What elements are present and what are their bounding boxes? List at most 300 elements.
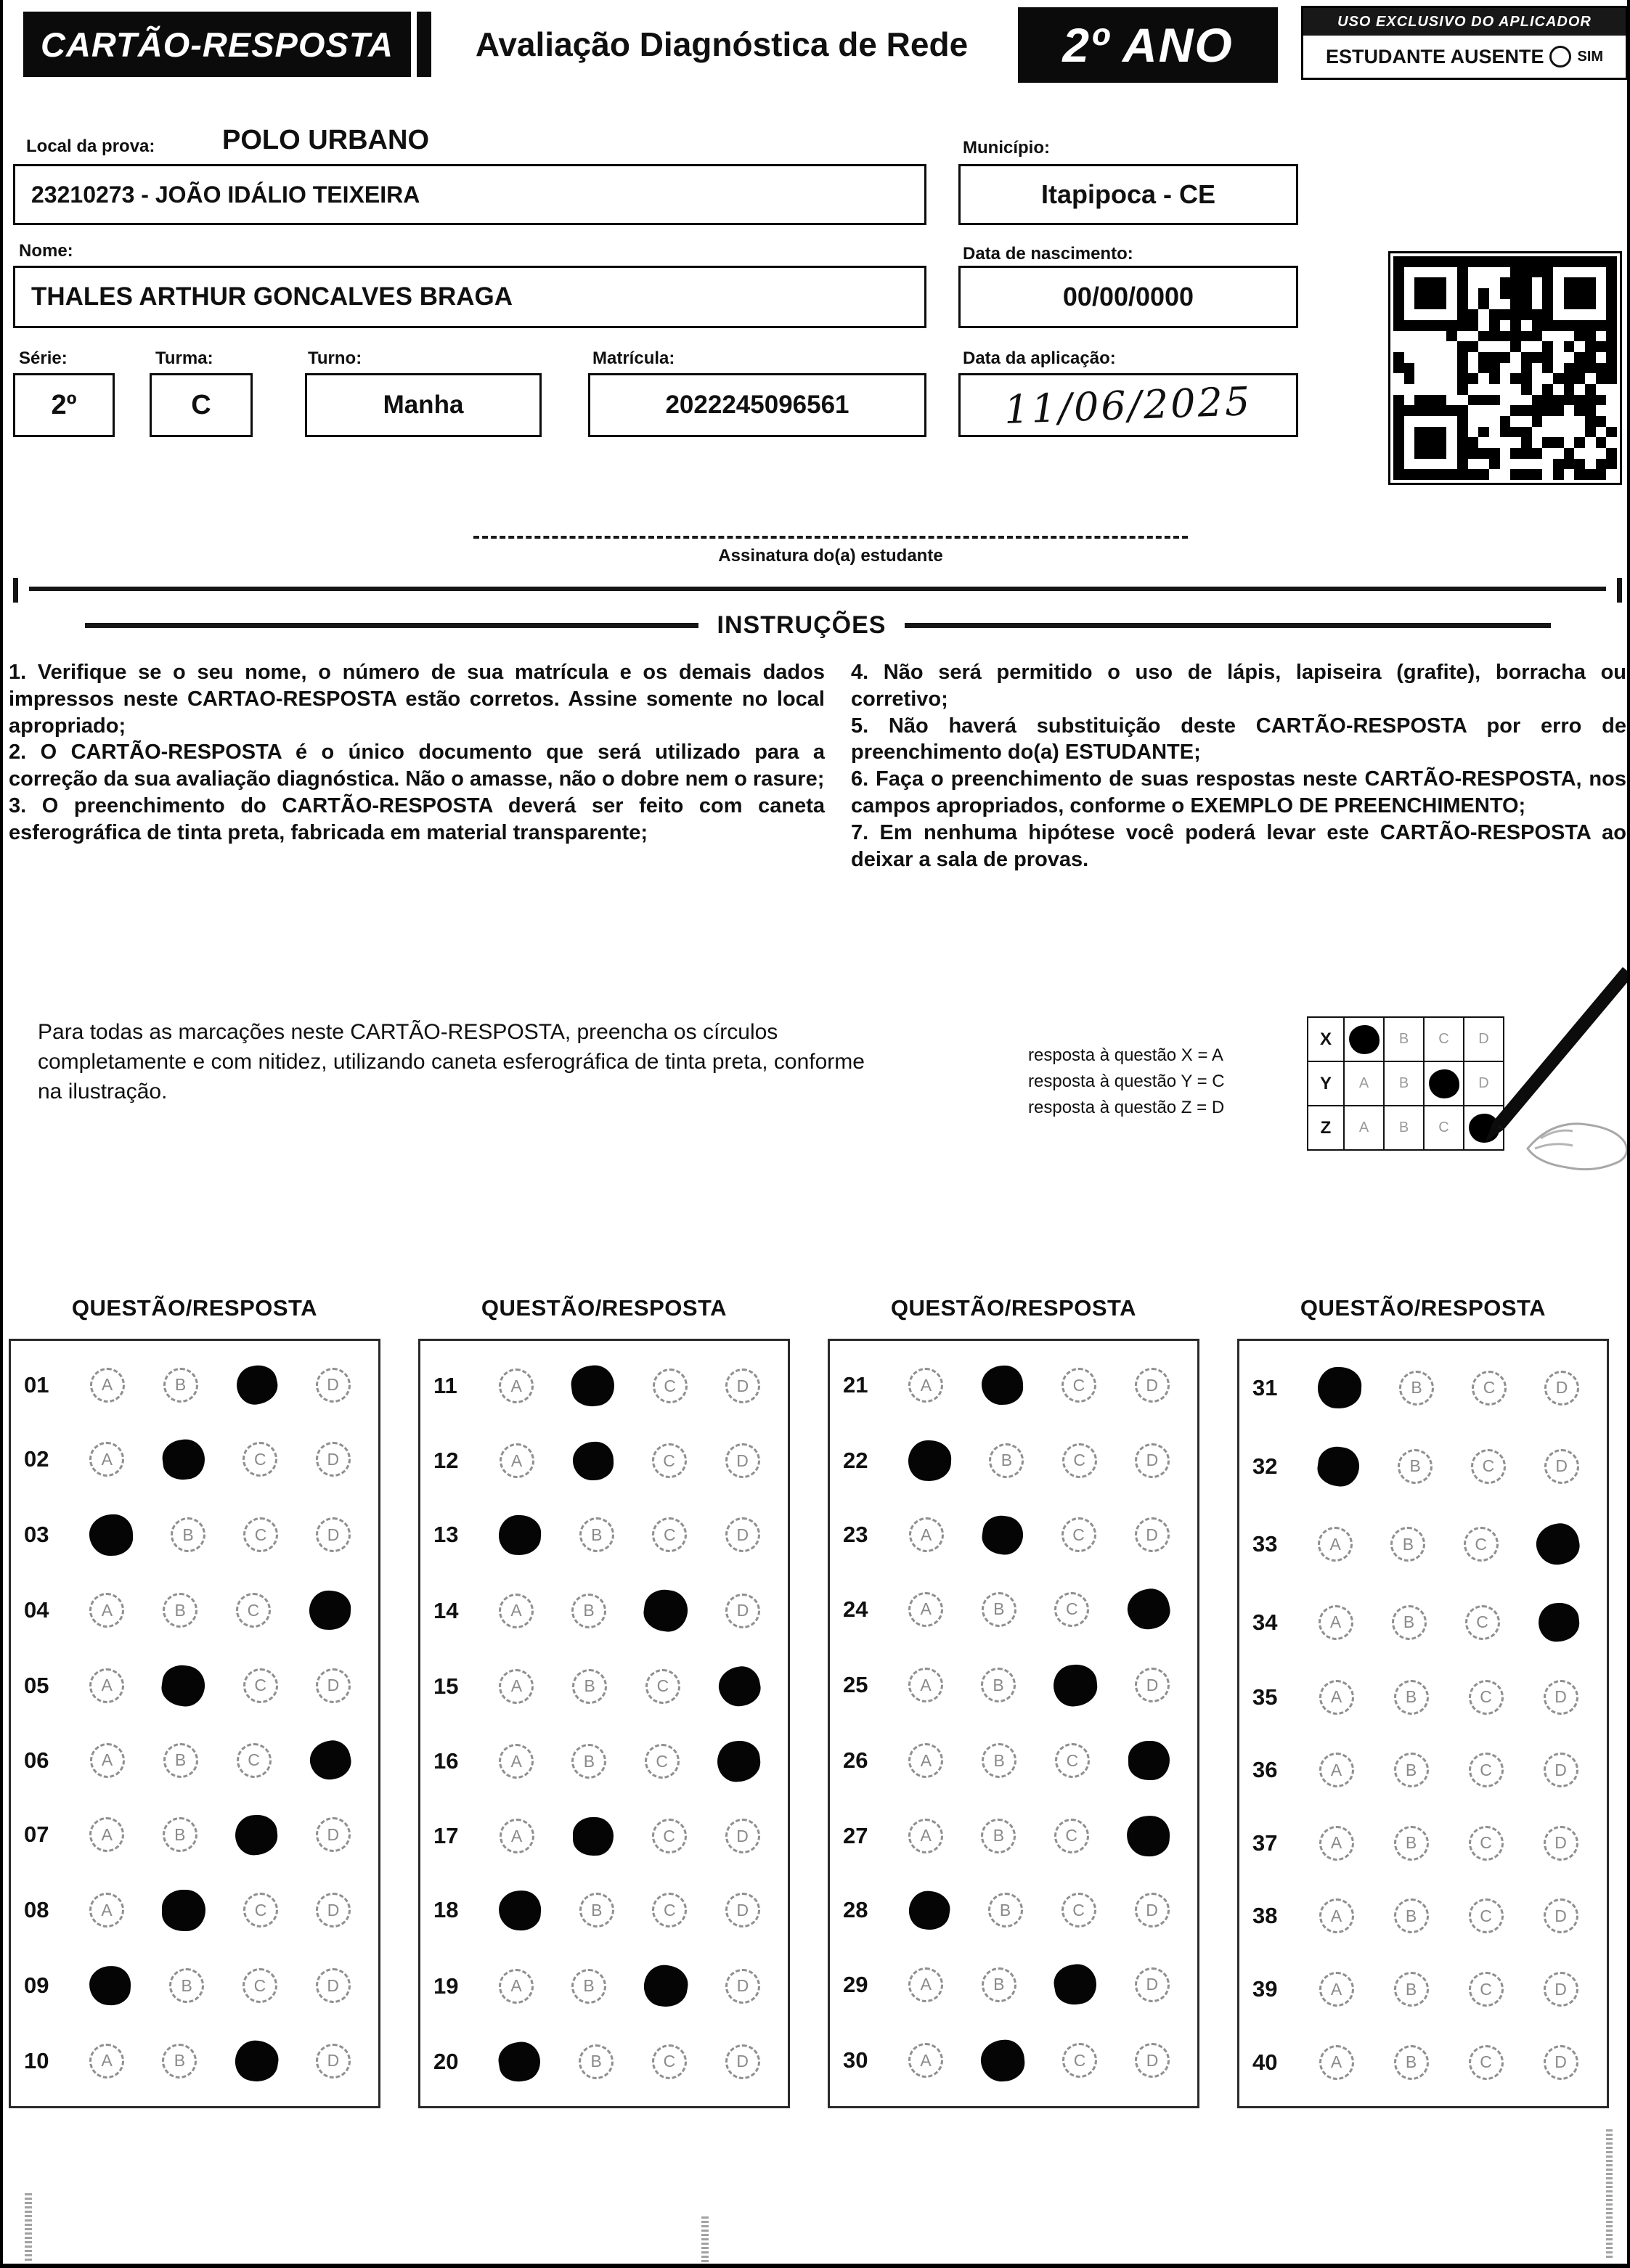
bubble-10-A[interactable]: A <box>89 2044 124 2079</box>
instruction-item: 6. Faça o preenchimento de suas respostas neste CARTÃO-RESPOSTA, nos campos apropriados, conforme o EXEMPLO DE PREENCHIMENTO; <box>851 767 1626 818</box>
question-number: 26 <box>843 1747 868 1774</box>
bubble-36-B[interactable]: B <box>1394 1753 1429 1787</box>
question-row-06 <box>11 1741 378 1779</box>
bubble-25-C[interactable] <box>1051 1663 1099 1708</box>
question-row-17 <box>420 1817 788 1856</box>
turno-value: Manha <box>383 391 464 419</box>
bubble-23-C[interactable]: C <box>1061 1517 1096 1552</box>
bubble-32-D[interactable]: D <box>1544 1449 1579 1484</box>
question-row-34 <box>1239 1603 1607 1641</box>
bubble-07-C[interactable] <box>234 1813 280 1857</box>
bubble-16-B[interactable]: B <box>571 1744 606 1779</box>
example-cell-X-B: B <box>1384 1017 1424 1061</box>
bubble-31-B[interactable]: B <box>1399 1371 1434 1406</box>
bubble-11-B[interactable] <box>569 1363 616 1409</box>
bubble-10-B[interactable]: B <box>162 2044 197 2079</box>
instructions-header <box>3 611 1630 640</box>
question-options <box>70 1741 378 1779</box>
bubble-04-B[interactable]: B <box>163 1593 197 1628</box>
example-row-label: Z <box>1308 1106 1344 1150</box>
instruction-item: 1. Verifique se o seu nome, o número de sua matrícula e os demais dados impressos neste CARTAO-RESPOSTA estão corretos. Assine somente no local apropriado; <box>9 661 825 738</box>
bubble-09-B[interactable]: B <box>169 1968 204 2003</box>
question-row-05 <box>11 1665 378 1706</box>
bubble-07-D[interactable]: D <box>316 1817 351 1852</box>
absent-label: ESTUDANTE AUSENTE <box>1325 45 1544 68</box>
bubble-13-B[interactable]: B <box>579 1517 614 1552</box>
question-row-13 <box>420 1515 788 1555</box>
bubble-29-C[interactable] <box>1051 1962 1100 2008</box>
answer-column <box>9 1295 380 2108</box>
example-cell-Z-B: B <box>1384 1106 1424 1150</box>
bubble-38-D[interactable]: D <box>1544 1898 1578 1933</box>
answer-column-box <box>828 1339 1199 2108</box>
bubble-13-C[interactable]: C <box>652 1517 687 1552</box>
example-row <box>1308 1061 1504 1106</box>
instructions-section <box>9 659 1626 873</box>
question-options <box>1299 1524 1607 1565</box>
bubble-24-D[interactable] <box>1124 1586 1173 1633</box>
bubble-08-A[interactable]: A <box>89 1893 124 1928</box>
instruction-item: 4. Não será permitido o uso de lápis, lapiseira (grafite), borracha ou corretivo; <box>851 661 1626 711</box>
bubble-32-C[interactable]: C <box>1471 1449 1506 1484</box>
question-row-26 <box>830 1741 1197 1780</box>
bubble-02-A[interactable]: A <box>89 1442 124 1477</box>
question-row-39 <box>1239 1972 1607 2007</box>
bubble-27-D[interactable] <box>1125 1814 1171 1858</box>
header-divider <box>417 12 431 77</box>
question-row-35 <box>1239 1680 1607 1715</box>
print-artifact <box>701 2216 709 2262</box>
bubble-23-A[interactable]: A <box>909 1517 944 1552</box>
divider-right-tick <box>1617 578 1622 603</box>
signature-line[interactable] <box>473 536 1188 539</box>
bubble-19-B[interactable]: B <box>571 1969 606 2004</box>
bubble-34-C[interactable]: C <box>1465 1605 1500 1640</box>
question-options <box>480 1442 788 1480</box>
bubble-19-A[interactable]: A <box>499 1969 534 2004</box>
aplicacao-label: Data da aplicação: <box>963 348 1116 368</box>
print-artifact <box>1606 2127 1613 2258</box>
question-number: 23 <box>843 1522 868 1548</box>
bubble-12-D[interactable]: D <box>725 1443 760 1478</box>
instruction-item: 7. Em nenhuma hipótese você poderá levar este CARTÃO-RESPOSTA ao deixar a sala de provas. <box>851 820 1626 871</box>
example-grid <box>1307 1016 1504 1151</box>
question-number: 29 <box>843 1971 868 1997</box>
bubble-11-A[interactable]: A <box>499 1368 534 1403</box>
bubble-13-A[interactable] <box>498 1514 542 1556</box>
legend-line: resposta à questão Z = D <box>1028 1098 1225 1117</box>
question-number: 04 <box>24 1597 49 1623</box>
bubble-34-A[interactable]: A <box>1319 1605 1353 1640</box>
aplicacao-field[interactable] <box>958 373 1298 437</box>
bubble-09-D[interactable]: D <box>316 1968 351 2003</box>
bubble-37-D[interactable]: D <box>1544 1826 1578 1861</box>
bubble-19-D[interactable]: D <box>725 1969 760 2004</box>
question-options <box>480 1590 788 1631</box>
bubble-15-C[interactable]: C <box>645 1669 680 1704</box>
question-options <box>1299 1972 1607 2007</box>
applicator-box <box>1301 6 1628 80</box>
nascimento-field <box>958 266 1298 328</box>
bubble-14-D[interactable]: D <box>725 1594 760 1628</box>
question-row-37 <box>1239 1826 1607 1861</box>
example-cell-Z-C: C <box>1424 1106 1464 1150</box>
bubble-29-D[interactable]: D <box>1135 1967 1170 2002</box>
bubble-28-C[interactable]: C <box>1061 1893 1096 1928</box>
bubble-31-D[interactable]: D <box>1544 1371 1579 1406</box>
bubble-33-C[interactable]: C <box>1464 1527 1499 1562</box>
bubble-10-C[interactable] <box>232 2037 281 2084</box>
question-row-38 <box>1239 1898 1607 1933</box>
example-cell-Z-D <box>1464 1106 1504 1150</box>
bubble-22-A[interactable] <box>908 1439 953 1482</box>
bubble-30-B[interactable] <box>979 2038 1027 2083</box>
bubble-38-A[interactable]: A <box>1319 1898 1354 1933</box>
answer-column-header: QUESTÃO/RESPOSTA <box>1300 1295 1547 1321</box>
example-cell-X-D: D <box>1464 1017 1504 1061</box>
bubble-11-C[interactable]: C <box>653 1368 688 1403</box>
bubble-39-D[interactable]: D <box>1544 1972 1578 2007</box>
bubble-25-A[interactable]: A <box>908 1668 943 1702</box>
bubble-01-D[interactable]: D <box>316 1368 351 1403</box>
bubble-36-A[interactable]: A <box>1319 1753 1354 1787</box>
bubble-18-B[interactable]: B <box>579 1893 614 1928</box>
bubble-15-A[interactable]: A <box>499 1669 534 1704</box>
question-row-19 <box>420 1965 788 2007</box>
bubble-06-A[interactable]: A <box>90 1743 125 1778</box>
question-number: 36 <box>1252 1757 1278 1783</box>
bubble-33-A[interactable]: A <box>1318 1527 1353 1562</box>
bubble-30-A[interactable]: A <box>908 2043 943 2078</box>
bubble-03-C[interactable]: C <box>243 1517 278 1552</box>
bubble-12-A[interactable]: A <box>500 1443 534 1478</box>
answer-column-header: QUESTÃO/RESPOSTA <box>481 1295 728 1321</box>
answer-column <box>828 1295 1199 2108</box>
question-row-09 <box>11 1966 378 2005</box>
bubble-01-C[interactable] <box>233 1362 281 1408</box>
bubble-20-B[interactable]: B <box>579 2044 614 2079</box>
turno-label: Turno: <box>308 348 362 368</box>
question-number: 22 <box>843 1447 868 1473</box>
serie-value: 2º <box>51 389 77 420</box>
bubble-18-C[interactable]: C <box>652 1893 687 1928</box>
bubble-06-C[interactable]: C <box>237 1743 272 1778</box>
bubble-21-D[interactable]: D <box>1135 1368 1170 1403</box>
question-options <box>480 1515 788 1555</box>
example-row-label: X <box>1308 1017 1344 1061</box>
question-number: 14 <box>433 1597 459 1623</box>
bubble-39-B[interactable]: B <box>1394 1972 1429 2007</box>
turma-value: C <box>191 389 211 420</box>
answer-column <box>1237 1295 1609 2108</box>
bubble-17-B[interactable] <box>572 1816 614 1856</box>
bubble-22-C[interactable]: C <box>1062 1443 1097 1478</box>
question-number: 09 <box>24 1973 49 1999</box>
question-number: 25 <box>843 1672 868 1698</box>
question-options <box>480 1667 788 1706</box>
bubble-16-D[interactable] <box>715 1739 762 1784</box>
question-options <box>1299 1680 1607 1715</box>
instructions-rule-left <box>85 623 698 628</box>
bubble-37-A[interactable]: A <box>1319 1826 1354 1861</box>
instructions-title: INSTRUÇÕES <box>717 611 887 639</box>
absent-radio[interactable] <box>1549 46 1571 68</box>
answer-column-header: QUESTÃO/RESPOSTA <box>71 1295 318 1321</box>
bubble-32-B[interactable]: B <box>1398 1449 1433 1484</box>
question-options <box>889 1366 1197 1405</box>
example-legend <box>1028 1043 1225 1121</box>
bubble-32-A[interactable] <box>1316 1444 1362 1488</box>
bubble-21-B[interactable] <box>981 1365 1024 1406</box>
bubble-26-B[interactable]: B <box>982 1743 1016 1778</box>
bubble-18-D[interactable]: D <box>725 1893 760 1928</box>
question-row-21 <box>830 1366 1197 1405</box>
bubble-22-B[interactable]: B <box>989 1443 1024 1478</box>
bubble-04-A[interactable]: A <box>89 1593 124 1628</box>
bubble-14-C[interactable] <box>641 1587 690 1634</box>
question-options <box>70 1366 378 1404</box>
bubble-17-C[interactable]: C <box>652 1819 687 1853</box>
qr-code <box>1388 251 1622 485</box>
example-text: Para todas as marcações neste CARTÃO-RESPOSTA, preencha os círculos completamente e com nitidez, utilizando caneta esferográfica de tinta preta, conforme na ilustração. <box>38 1020 865 1104</box>
bubble-40-A[interactable]: A <box>1319 2045 1354 2080</box>
nome-value: THALES ARTHUR GONCALVES BRAGA <box>31 282 513 311</box>
nascimento-value: 00/00/0000 <box>1062 282 1194 311</box>
bubble-17-D[interactable]: D <box>725 1819 760 1853</box>
bubble-35-C[interactable]: C <box>1469 1680 1504 1715</box>
bubble-12-C[interactable]: C <box>652 1443 687 1478</box>
bubble-39-A[interactable]: A <box>1319 1972 1354 2007</box>
municipio-field <box>958 164 1298 225</box>
bubble-30-C[interactable]: C <box>1062 2043 1097 2078</box>
bubble-20-A[interactable] <box>496 2039 544 2084</box>
bubble-18-A[interactable] <box>497 1889 542 1932</box>
bubble-40-D[interactable]: D <box>1544 2045 1578 2080</box>
bubble-06-B[interactable]: B <box>163 1743 198 1778</box>
bubble-27-B[interactable]: B <box>981 1819 1016 1853</box>
question-number: 18 <box>433 1897 459 1923</box>
bubble-14-A[interactable]: A <box>499 1594 534 1628</box>
bubble-22-D[interactable]: D <box>1135 1443 1170 1478</box>
bubble-16-A[interactable]: A <box>499 1744 534 1779</box>
bubble-40-C[interactable]: C <box>1469 2045 1504 2080</box>
bubble-20-D[interactable]: D <box>725 2044 760 2079</box>
bubble-37-B[interactable]: B <box>1394 1826 1429 1861</box>
question-options <box>480 1890 788 1930</box>
matricula-value: 2022245096561 <box>665 391 849 419</box>
exam-title: Avaliação Diagnóstica de Rede <box>475 25 969 63</box>
question-options <box>889 1589 1197 1629</box>
bubble-01-B[interactable]: B <box>163 1368 198 1403</box>
answers-section <box>9 1295 1615 2108</box>
legend-line: resposta à questão X = A <box>1028 1045 1223 1065</box>
bubble-02-C[interactable]: C <box>243 1442 277 1477</box>
bubble-02-D[interactable]: D <box>316 1442 351 1477</box>
question-options <box>480 2042 788 2081</box>
bubble-20-C[interactable]: C <box>652 2044 687 2079</box>
bubble-37-C[interactable]: C <box>1469 1826 1504 1861</box>
bubble-05-A[interactable]: A <box>89 1668 124 1703</box>
instruction-item: 2. O CARTÃO-RESPOSTA é o único documento que será utilizado para a correção da sua avaliação diagnóstica. Não o amasse, não o dobre nem o rasure; <box>9 741 825 791</box>
divider-bar <box>29 587 1606 591</box>
question-row-33 <box>1239 1524 1607 1565</box>
bubble-27-C[interactable]: C <box>1054 1819 1089 1853</box>
bubble-33-B[interactable]: B <box>1390 1527 1425 1562</box>
bubble-07-B[interactable]: B <box>163 1817 197 1852</box>
bubble-30-D[interactable]: D <box>1135 2043 1170 2078</box>
question-row-32 <box>1239 1447 1607 1486</box>
bubble-17-A[interactable]: A <box>500 1819 534 1853</box>
question-row-08 <box>11 1890 378 1931</box>
bubble-10-D[interactable]: D <box>316 2044 351 2079</box>
absent-option-label: SIM <box>1577 48 1604 65</box>
bubble-34-D[interactable] <box>1536 1601 1581 1644</box>
bubble-25-B[interactable]: B <box>981 1668 1016 1702</box>
question-number: 17 <box>433 1823 459 1849</box>
bubble-36-D[interactable]: D <box>1544 1753 1578 1787</box>
question-options <box>889 1516 1197 1554</box>
instruction-item: 5. Não haverá substituição deste CARTÃO-RESPOSTA por erro de preenchimento do(a) ESTUDANTE; <box>851 714 1626 764</box>
bubble-05-C[interactable]: C <box>243 1668 278 1703</box>
instructions-rule-right <box>905 623 1551 628</box>
bubble-28-B[interactable]: B <box>988 1893 1023 1928</box>
question-row-25 <box>830 1665 1197 1706</box>
question-number: 01 <box>24 1371 49 1398</box>
question-number: 06 <box>24 1747 49 1773</box>
instructions-column-right <box>851 659 1626 873</box>
question-options <box>1299 1826 1607 1861</box>
bubble-14-B[interactable]: B <box>571 1594 606 1628</box>
bubble-21-A[interactable]: A <box>908 1368 943 1403</box>
bubble-21-C[interactable]: C <box>1061 1368 1096 1403</box>
bubble-24-B[interactable]: B <box>982 1592 1016 1627</box>
question-row-07 <box>11 1815 378 1855</box>
bubble-40-B[interactable]: B <box>1394 2045 1429 2080</box>
bubble-16-C[interactable]: C <box>645 1744 680 1779</box>
question-number: 05 <box>24 1672 49 1698</box>
bubble-36-C[interactable]: C <box>1469 1753 1504 1787</box>
question-number: 19 <box>433 1973 459 1999</box>
bubble-05-D[interactable]: D <box>316 1668 351 1703</box>
bubble-31-C[interactable]: C <box>1472 1371 1507 1406</box>
bubble-39-C[interactable]: C <box>1469 1972 1504 2007</box>
question-number: 39 <box>1252 1976 1278 2002</box>
bubble-01-A[interactable]: A <box>90 1368 125 1403</box>
bubble-09-A[interactable] <box>89 1965 133 2007</box>
bubble-26-C[interactable]: C <box>1055 1743 1090 1778</box>
bubble-25-D[interactable]: D <box>1135 1668 1170 1702</box>
example-filled-mark <box>1429 1069 1459 1098</box>
nascimento-label: Data de nascimento: <box>963 244 1133 264</box>
turno-field <box>305 373 542 437</box>
bubble-12-B[interactable] <box>572 1441 614 1481</box>
example-filled-mark <box>1469 1114 1499 1143</box>
bubble-02-B[interactable] <box>160 1437 207 1482</box>
bubble-15-D[interactable] <box>715 1663 763 1710</box>
bubble-27-A[interactable]: A <box>908 1819 943 1853</box>
bubble-07-A[interactable]: A <box>89 1817 124 1852</box>
question-row-04 <box>11 1591 378 1630</box>
bubble-26-A[interactable]: A <box>908 1743 943 1778</box>
bubble-38-C[interactable]: C <box>1469 1898 1504 1933</box>
bubble-24-C[interactable]: C <box>1054 1592 1089 1627</box>
question-options <box>70 1966 378 2005</box>
question-number: 11 <box>433 1373 457 1399</box>
turma-field <box>150 373 253 437</box>
bubble-03-D[interactable]: D <box>316 1517 351 1552</box>
bubble-26-D[interactable] <box>1128 1741 1170 1781</box>
bubble-29-A[interactable]: A <box>908 1967 943 2002</box>
instructions-column-left <box>9 659 825 873</box>
question-row-36 <box>1239 1753 1607 1787</box>
local-label: Local da prova: <box>26 136 155 156</box>
bubble-06-D[interactable] <box>306 1737 354 1783</box>
bubble-05-B[interactable] <box>160 1663 208 1709</box>
bubble-08-B[interactable] <box>162 1889 206 1931</box>
bubble-33-D[interactable] <box>1533 1520 1583 1568</box>
bubble-35-A[interactable]: A <box>1319 1680 1354 1715</box>
question-row-31 <box>1239 1367 1607 1408</box>
bubble-04-D[interactable] <box>308 1590 351 1631</box>
bubble-08-C[interactable]: C <box>243 1893 278 1928</box>
question-options <box>1299 1753 1607 1787</box>
bubble-15-B[interactable]: B <box>572 1669 607 1704</box>
question-number: 35 <box>1252 1684 1278 1710</box>
bubble-38-B[interactable]: B <box>1394 1898 1429 1933</box>
question-options <box>480 1741 788 1782</box>
answer-column-box <box>9 1339 380 2108</box>
question-number: 13 <box>433 1522 459 1548</box>
question-row-16 <box>420 1741 788 1782</box>
question-row-24 <box>830 1589 1197 1629</box>
answer-column-box <box>1237 1339 1609 2108</box>
question-row-11 <box>420 1366 788 1406</box>
bubble-19-C[interactable] <box>641 1962 690 2010</box>
bubble-11-D[interactable]: D <box>725 1368 760 1403</box>
bubble-28-A[interactable] <box>906 1888 953 1933</box>
bubble-31-A[interactable] <box>1317 1366 1363 1410</box>
bubble-34-B[interactable]: B <box>1392 1605 1427 1640</box>
question-row-10 <box>11 2041 378 2081</box>
question-options <box>1299 1898 1607 1933</box>
bubble-13-D[interactable]: D <box>725 1517 760 1552</box>
example-row <box>1308 1106 1504 1150</box>
bubble-09-C[interactable]: C <box>243 1968 277 2003</box>
question-options <box>480 1366 788 1406</box>
student-absent-row <box>1303 36 1626 78</box>
bubble-35-D[interactable]: D <box>1544 1680 1578 1715</box>
question-number: 32 <box>1252 1453 1278 1479</box>
bubble-24-A[interactable]: A <box>908 1592 943 1627</box>
bubble-23-B[interactable] <box>979 1513 1025 1557</box>
bubble-35-B[interactable]: B <box>1394 1680 1429 1715</box>
question-number: 37 <box>1252 1830 1278 1856</box>
card-title-banner <box>23 12 411 77</box>
bubble-08-D[interactable]: D <box>316 1893 351 1928</box>
bubble-23-D[interactable]: D <box>1135 1517 1170 1552</box>
example-row-label: Y <box>1308 1061 1344 1106</box>
bubble-29-B[interactable]: B <box>982 1967 1016 2002</box>
answer-column <box>418 1295 790 2108</box>
bubble-04-C[interactable]: C <box>236 1593 271 1628</box>
nome-label: Nome: <box>19 241 73 261</box>
bubble-03-B[interactable]: B <box>171 1517 205 1552</box>
question-options <box>70 1591 378 1630</box>
bubble-03-A[interactable] <box>89 1514 134 1557</box>
question-number: 24 <box>843 1596 868 1622</box>
question-number: 16 <box>433 1748 459 1774</box>
bubble-28-D[interactable]: D <box>1135 1893 1170 1928</box>
